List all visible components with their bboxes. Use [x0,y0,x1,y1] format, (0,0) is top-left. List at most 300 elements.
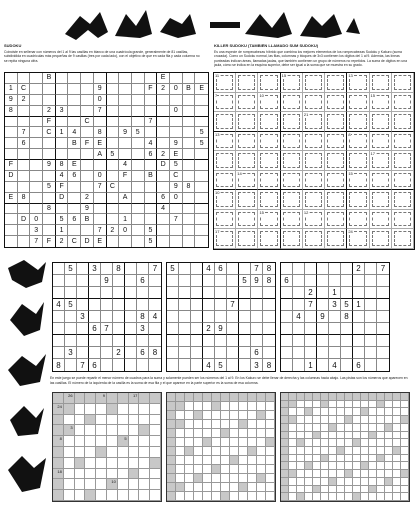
sudoku-cell: 3 [89,263,101,275]
hex-sudoku-cell [18,171,31,182]
kakuro-cell [185,402,194,411]
kakuro-cell [107,436,118,447]
killer-cage-outline [349,95,366,110]
kakuro-cell [118,469,129,480]
kakuro-clue-cell [393,447,401,455]
kakuro-cell [203,402,212,411]
kakuro-clue-cell [107,393,118,404]
sudoku-cell [305,335,317,347]
hex-sudoku-cell [5,182,18,193]
hex-sudoku-cell [30,182,43,193]
killer-cell [325,190,347,210]
kakuro-clue-cell [266,393,275,402]
sudoku-cell [227,263,239,275]
kakuro-cell [96,404,107,415]
kakuro-cell [361,447,369,455]
hex-sudoku-cell: 7 [94,106,107,117]
killer-cell [281,171,303,191]
kakuro-cell [345,493,353,501]
sudoku-cell [191,323,203,335]
killer-cell [258,73,280,93]
killer-cell [258,151,280,171]
hex-sudoku-cell: 7 [18,127,31,138]
killer-cell [214,190,236,210]
hex-sudoku-cell: 8 [18,193,31,204]
kakuro-3-cells [281,393,409,501]
kakuro-cell [337,493,345,501]
sudoku-cell [239,299,251,311]
killer-cage-outline [260,231,277,246]
hex-sudoku-cell: D [56,193,69,204]
sudoku-cell [179,299,191,311]
sudoku-cell [77,263,89,275]
sudoku-3-cells [281,263,389,371]
hex-sudoku-cell: E [94,236,107,247]
kakuro-cell [248,456,257,465]
kakuro-clue: 8 [59,436,62,442]
sudoku-cell [191,347,203,359]
hex-sudoku-cell [183,236,196,247]
sudoku-cell [353,275,365,287]
sudoku-cell [65,323,77,335]
killer-cage-outline [260,173,277,188]
killer-cell [281,210,303,230]
hex-sudoku-cell [119,106,132,117]
sudoku-cell [239,287,251,299]
killer-cell [258,112,280,132]
sudoku-cell [215,287,227,299]
killer-cage-sum: 13 [348,73,353,78]
kakuro-cell [118,404,129,415]
killer-cage-outline [260,114,277,129]
kakuro-cell [337,424,345,432]
kakuro-cell [369,439,377,447]
sudoku-1-cells [53,263,161,371]
kakuro-clue-cell [53,436,64,447]
hex-sudoku-cell [5,73,18,84]
hex-sudoku-cell [107,160,120,171]
kakuro-cell [353,401,361,409]
kakuro-cell [257,438,266,447]
kakuro-cell [107,447,118,458]
hex-sudoku-cell [157,127,170,138]
hex-sudoku-cell: F [43,117,56,128]
killer-cage-outline [283,134,300,149]
hex-sudoku-cell: D [5,171,18,182]
hex-sudoku-cell [145,106,158,117]
hex-sudoku-cell: 5 [145,225,158,236]
kakuro-cell [239,456,248,465]
kakuro-cell [393,432,401,440]
kakuro-clue-cell [64,404,75,415]
sudoku-cell: 8 [149,347,161,359]
killer-cell [281,73,303,93]
kakuro-cell [313,455,321,463]
killer-cell [325,171,347,191]
killer-intro [214,44,416,70]
kakuro-clue-cell [221,429,230,438]
hex-sudoku-cell [157,171,170,182]
kakuro-cell [337,462,345,470]
killer-cage-outline [238,114,255,129]
kakuro-clue-cell [281,470,289,478]
killer-cell [281,190,303,210]
kakuro-cell [337,408,345,416]
kakuro-clue-cell [167,483,176,492]
sudoku-cell [365,359,377,371]
hex-sudoku-cell [81,160,94,171]
kakuro-cell [337,401,345,409]
kakuro-cell [248,420,257,429]
sudoku-cell: 9 [215,323,227,335]
killer-cell [325,93,347,113]
hex-sudoku-cell [183,225,196,236]
kakuro-cell [385,455,393,463]
killer-cage-outline [238,95,255,110]
sudoku-cell [149,299,161,311]
sudoku-cell [125,263,137,275]
kakuro-cell [305,493,313,501]
killer-cage-outline [283,153,300,168]
kakuro-cell [337,470,345,478]
kakuro-clue-cell [281,478,289,486]
kakuro-cell [385,493,393,501]
kakuro-clue-cell [281,408,289,416]
killer-intro-text: Es una especie de rompecabezas híbrido que combina los mejores elementos de los rompecabezas Sudoku y Kakuro (suma cruzada). Como un Sudoku normal, las filas, columnas y bloques de 3x3 contienen los dígitos del 1 al 9. Además, las líneas punteadas indican áreas, llamadas jaulas, que también contienen un grupo de números no repetidos. La suma de dígitos en una jaula, cómo se indica en la esquina superior, debe ser igual a la suma que se muestra en su grado. [214,49,408,68]
kakuro-clue-cell [167,429,176,438]
hex-sudoku-cell [5,149,18,160]
kakuro-cell [221,474,230,483]
sudoku-cell [365,275,377,287]
hex-sudoku-cell [43,214,56,225]
kakuro-cell [385,439,393,447]
hex-sudoku-cell: 5 [56,214,69,225]
kakuro-clue-cell [345,470,353,478]
sudoku-cell: 3 [329,299,341,311]
sudoku-cell [167,287,179,299]
hex-sudoku-cell [145,127,158,138]
hex-sudoku-cell: B [183,84,196,95]
sudoku-cell [329,275,341,287]
kakuro-cell [139,469,150,480]
kakuro-clue-cell [257,474,266,483]
sudoku-cell [215,299,227,311]
sudoku-cell [215,311,227,323]
hex-sudoku-cell [132,73,145,84]
sudoku-cell [203,311,215,323]
kakuro-cell [369,493,377,501]
killer-cage-outline [305,134,322,149]
kakuro-cell [345,408,353,416]
kakuro-cell [369,470,377,478]
hex-sudoku-cell: 0 [170,106,183,117]
kakuro-clue-cell [139,425,150,436]
kakuro-cell [297,424,305,432]
sudoku-cell [317,323,329,335]
kakuro-clue-cell [176,402,185,411]
kakuro-clue-cell [167,492,176,501]
kakuro-clue-cell [167,456,176,465]
killer-cage-outline [327,134,344,149]
hex-sudoku-cell: F [81,138,94,149]
hex-sudoku-cell [107,84,120,95]
kakuro-cell [194,420,203,429]
kakuro-cell [369,416,377,424]
sudoku-cell [167,347,179,359]
sudoku-cell [239,359,251,371]
kakuro-cell [185,411,194,420]
hex-sudoku-cell [30,84,43,95]
hex-sudoku-cell [119,204,132,215]
killer-cell [236,151,258,171]
kakuro-cell [85,479,96,490]
sudoku-cell: 8 [263,263,275,275]
kakuro-cell [176,492,185,501]
killer-cell [370,73,392,93]
hex-sudoku-cell [56,117,69,128]
killer-cell [214,151,236,171]
kakuro-cell [385,416,393,424]
sudoku-cell [239,323,251,335]
kakuro-cell [176,456,185,465]
kakuro-cell [385,462,393,470]
kakuro-clue-cell [305,408,313,416]
hex-sudoku-cell [157,95,170,106]
killer-cage-outline [283,231,300,246]
kakuro-clue-cell [176,393,185,402]
sudoku-cell [113,311,125,323]
kakuro-clue-cell [129,393,140,404]
sudoku-cell [125,335,137,347]
sudoku-cell [101,335,113,347]
kakuro-cell [289,478,297,486]
kakuro-cell [361,416,369,424]
sudoku-cell [179,287,191,299]
hex-sudoku-cell [195,95,208,106]
kakuro-1-cells [53,393,161,501]
killer-cell [392,171,414,191]
kakuro-cell [221,456,230,465]
sudoku-cell: 8 [113,263,125,275]
sudoku-cell [365,335,377,347]
kakuro-cell [185,420,194,429]
hex-sudoku-cell [170,236,183,247]
hex-sudoku-cell: 5 [107,149,120,160]
kakuro-cell [221,483,230,492]
sudoku-cell [53,335,65,347]
hex-sudoku-cell: 7 [94,225,107,236]
hex-sudoku-cell [107,106,120,117]
sudoku-cell [293,275,305,287]
kakuro-clue: 3 [70,425,73,431]
sudoku-cell: 5 [167,263,179,275]
sudoku-cell [137,263,149,275]
kakuro-cell [337,486,345,494]
sudoku-cell [203,347,215,359]
hex-sudoku-cell [30,149,43,160]
hex-sudoku-cell [56,95,69,106]
hex-sudoku-cell [145,214,158,225]
kakuro-cell [289,455,297,463]
kakuro-cell [361,486,369,494]
kakuro-clue-cell [167,474,176,483]
kakuro-cell [401,401,409,409]
kakuro-cell [297,486,305,494]
kakuro-clue-cell [281,424,289,432]
kakuro-clue-cell [385,478,393,486]
kakuro-cell [107,490,118,501]
kakuro-clue-cell [185,447,194,456]
hex-sudoku-cell [170,204,183,215]
sudoku-cell [203,335,215,347]
kakuro-clue-cell [385,393,393,401]
kakuro-cell [203,465,212,474]
killer-cage-outline [305,95,322,110]
hex-sudoku-cell [107,127,120,138]
kakuro-clue-cell [297,439,305,447]
hex-sudoku-cell: 2 [107,225,120,236]
kakuro-clue-cell [361,408,369,416]
hex-sudoku-cell [81,171,94,182]
kakuro-cell [239,474,248,483]
killer-cell [303,210,325,230]
kakuro-cell [321,439,329,447]
sudoku-cell [305,263,317,275]
kakuro-cell [212,492,221,501]
sudoku-cell [203,287,215,299]
hex-sudoku-cell: 9 [170,138,183,149]
kakuro-cell [321,470,329,478]
hex-sudoku-cell [170,73,183,84]
hex-sudoku-cell: F [5,160,18,171]
kakuro-clue-cell [281,401,289,409]
kakuro-cell [353,478,361,486]
killer-cage-outline [327,75,344,90]
hex-sudoku-cell [81,149,94,160]
hex-sudoku-cell: C [107,182,120,193]
hex-sudoku-cell [183,117,196,128]
sudoku-cell [191,275,203,287]
kakuro-cell [129,490,140,501]
hex-sudoku-cell [5,204,18,215]
sudoku-cell [281,347,293,359]
kakuro-cell [96,469,107,480]
kakuro-cell [96,436,107,447]
sudoku-cell [179,311,191,323]
killer-cell [347,210,369,230]
killer-cage-sum: 21 [303,112,309,118]
kakuro-cell [257,456,266,465]
sudoku-cell: 7 [101,323,113,335]
kakuro-clue-cell [401,393,409,401]
kakuro-cell [353,408,361,416]
kakuro-cell [75,490,86,501]
killer-cage-outline [372,212,389,227]
kakuro-cell [85,458,96,469]
kakuro-cell [221,402,230,411]
hex-sudoku-cell [183,138,196,149]
killer-cage-outline [394,114,411,129]
kakuro-clue-cell [353,393,361,401]
kakuro-cell [289,424,297,432]
sudoku-cell [341,275,353,287]
hex-sudoku-cell [43,84,56,95]
killer-cell [370,93,392,113]
kakuro-cell [321,408,329,416]
kakuro-clue-cell [369,486,377,494]
killer-cage-outline [394,153,411,168]
sudoku-cell [167,299,179,311]
hex-sudoku-cell [68,225,81,236]
hex-sudoku-cell [195,149,208,160]
killer-cell [281,112,303,132]
hex-sudoku-cell [132,225,145,236]
killer-cage-outline [349,192,366,207]
ninja-banner-image [60,4,360,44]
killer-cage-outline [305,231,322,246]
sudoku-cell [239,263,251,275]
sudoku-intro-text: Coinciste en sellenar con números del 1 al 9 las casillas en blanco de una cuadrícula grande, generalmente de 81 casillas, subdividida en cuadrículas más pequeñas de 9 casillas (tres por cada lado), con el objetivo de que en cada fila y cada columna no se repita ninguna cifra. [4,49,200,63]
hex-sudoku-cell [43,225,56,236]
killer-cell [325,229,347,249]
killer-cell [236,132,258,152]
kakuro-cell [401,486,409,494]
kakuro-cell [85,436,96,447]
killer-cage-sum: 15 [370,92,375,98]
sudoku-cell: 4 [53,299,65,311]
sudoku-cell [365,287,377,299]
killer-cell [303,190,325,210]
hex-sudoku-cell: D [81,236,94,247]
kakuro-cell [150,490,161,501]
kakuro-1-grid [52,392,162,502]
kakuro-cell [230,420,239,429]
sudoku-cell: 6 [137,347,149,359]
killer-cell [258,229,280,249]
killer-cage-outline [327,114,344,129]
kakuro-cell [266,429,275,438]
kakuro-cell [212,438,221,447]
kakuro-cell [194,402,203,411]
kakuro-cell [329,462,337,470]
kakuro-cell [176,438,185,447]
kakuro-cell [393,408,401,416]
kakuro-cell [118,415,129,426]
kakuro-clue-cell [194,474,203,483]
kakuro-cell [369,455,377,463]
kakuro-clue-cell [139,393,150,404]
killer-cage-outline [260,134,277,149]
hex-sudoku-cell: 0 [170,84,183,95]
kakuro-clue-cell [305,393,313,401]
kakuro-cell [377,478,385,486]
killer-cell [303,151,325,171]
killer-cell [236,190,258,210]
hex-sudoku-cell: 2 [157,84,170,95]
sudoku-cell [101,287,113,299]
hex-sudoku-cell [132,182,145,193]
sudoku-cell [293,347,305,359]
sudoku-cell [179,323,191,335]
kakuro-clue-cell [150,393,161,404]
hex-sudoku-cell [43,138,56,149]
kakuro-cell [176,465,185,474]
kakuro-cell [385,408,393,416]
sudoku-cell [53,263,65,275]
kakuro-cell [289,408,297,416]
hex-sudoku-cell: C [43,127,56,138]
hex-sudoku-cell [145,204,158,215]
